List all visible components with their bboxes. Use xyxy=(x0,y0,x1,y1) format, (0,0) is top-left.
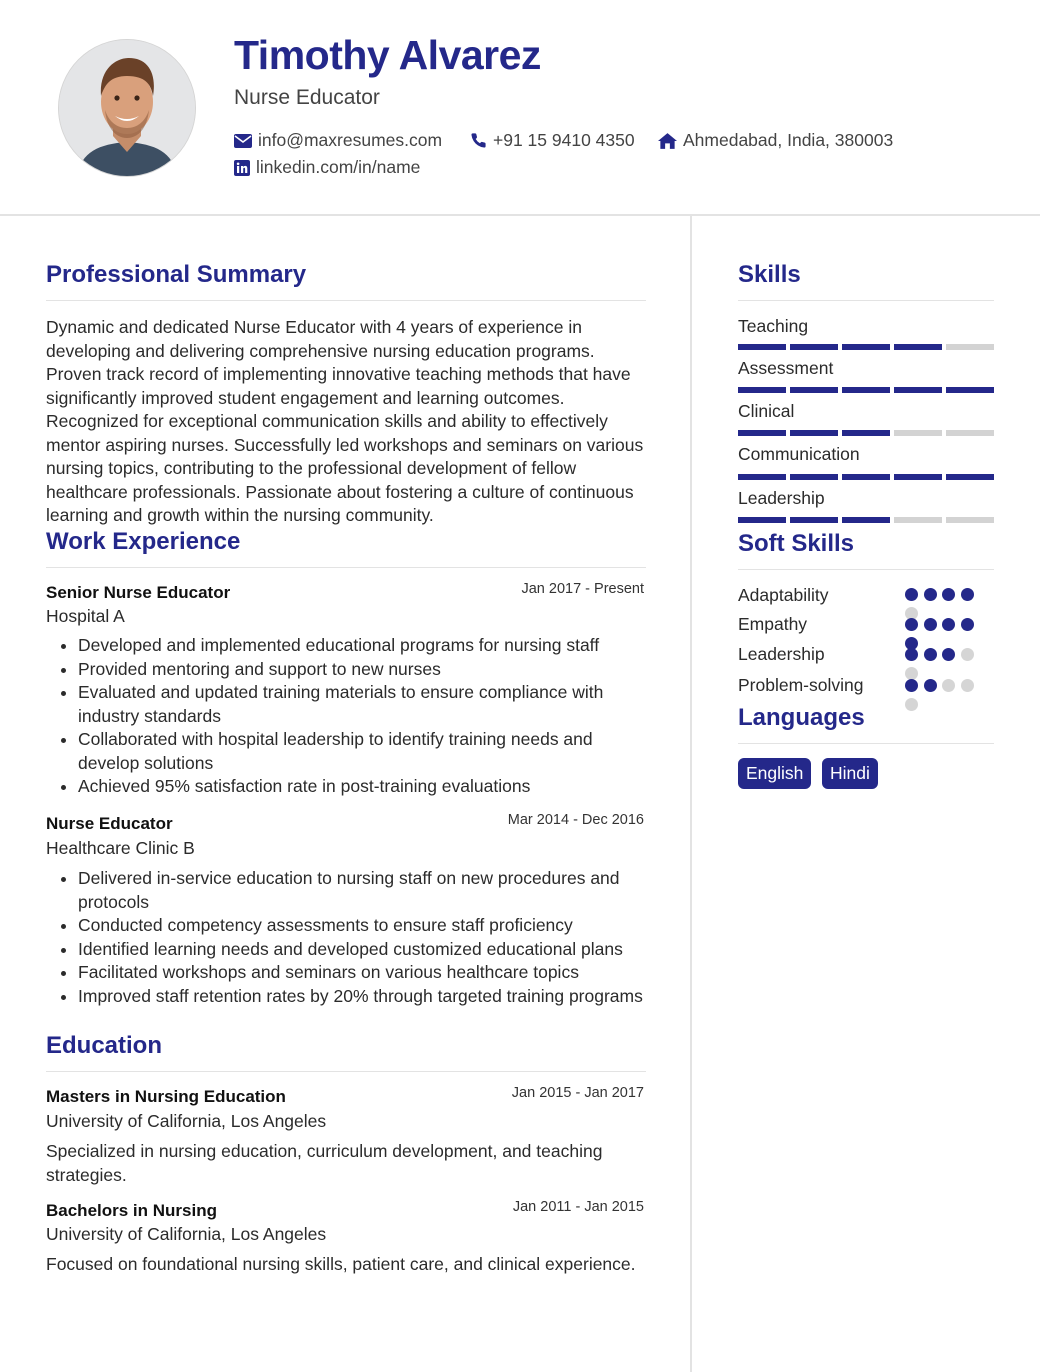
skill-bar xyxy=(738,387,994,393)
resume-header xyxy=(0,0,1040,216)
education-rule xyxy=(46,1071,646,1072)
linkedin-text: linkedin.com/in/name xyxy=(256,157,421,177)
rating-dot xyxy=(924,648,937,661)
rating-dot xyxy=(905,648,918,661)
list-item: • Improved staff retention rates by 20% through targeted training programs xyxy=(78,985,648,1009)
languages-rule xyxy=(738,743,994,744)
rating-dot xyxy=(924,618,937,631)
soft-skills-rule xyxy=(738,569,994,570)
rating-dot xyxy=(942,679,955,692)
soft-skill-label: Leadership xyxy=(738,644,825,664)
rating-dot xyxy=(905,618,918,631)
rating-dot xyxy=(961,588,974,601)
skill-segment xyxy=(738,430,786,436)
soft-skill-label: Problem-solving xyxy=(738,675,864,695)
degree-date: Jan 2015 - Jan 2017 xyxy=(511,1085,644,1101)
contact-email[interactable] xyxy=(234,130,442,151)
soft-skills-heading: Soft Skills xyxy=(738,530,855,557)
skill-segment xyxy=(738,517,786,523)
list-item: • Evaluated and updated training materials to ensure compliance with industry standards xyxy=(78,681,648,728)
rating-dot xyxy=(961,679,974,692)
summary-heading: Professional Summary xyxy=(46,261,307,288)
skill-segment xyxy=(894,474,942,480)
skill-segment xyxy=(790,474,838,480)
language-badge: Hindi xyxy=(822,758,878,789)
list-item: • Achieved 95% satisfaction rate in post-training evaluations xyxy=(78,775,648,799)
profile-photo-icon xyxy=(59,40,195,176)
rating-dot xyxy=(924,588,937,601)
rating-dot xyxy=(905,698,918,711)
email-text: info@maxresumes.com xyxy=(258,130,443,150)
skill-segment xyxy=(946,430,994,436)
job-organization: Healthcare Clinic B xyxy=(46,838,195,858)
soft-skill-label: Empathy xyxy=(738,614,808,634)
skill-segment xyxy=(790,344,838,350)
school-name: University of California, Los Angeles xyxy=(46,1224,327,1244)
list-item: • Provided mentoring and support to new nurses xyxy=(78,658,648,682)
skill-segment xyxy=(738,387,786,393)
language-badge: English xyxy=(738,758,811,789)
skill-label: Leadership xyxy=(738,488,825,508)
contact-location xyxy=(658,130,893,151)
rating-dot xyxy=(942,648,955,661)
linkedin-icon xyxy=(234,160,250,176)
skills-heading: Skills xyxy=(738,261,801,288)
skill-label: Assessment xyxy=(738,358,834,378)
candidate-title: Nurse Educator xyxy=(234,86,380,109)
degree-date: Jan 2011 - Jan 2015 xyxy=(512,1199,644,1215)
job-title: Nurse Educator xyxy=(46,814,173,833)
skill-segment xyxy=(738,474,786,480)
home-icon xyxy=(658,133,677,149)
rating-dot xyxy=(961,618,974,631)
skill-segment xyxy=(842,387,890,393)
summary-text: Dynamic and dedicated Nurse Educator with 4 years of experience in developing and delivering comprehensive nursing education programs. Proven track record of implementing innovative teaching methods that have significantly improved student engagement and learning outcomes. Recognized for exceptional communication skills and ability to effectively mentor aspiring nurses. Successfully led workshops and seminars on various nursing topics, contributing to the professional development of fellow healthcare professionals. Passionate about fostering a culture of continuous learning and growth within the nursing community. xyxy=(46,317,644,525)
skill-segment xyxy=(946,517,994,523)
job-date: Mar 2014 - Dec 2016 xyxy=(507,812,644,828)
location-text: Ahmedabad, India, 380003 xyxy=(683,130,894,150)
degree-description: Specialized in nursing education, curriculum development, and teaching strategies. xyxy=(46,1141,603,1185)
soft-skill-rating xyxy=(905,679,985,711)
rating-dot xyxy=(942,618,955,631)
skill-segment xyxy=(738,344,786,350)
soft-skill-label: Adaptability xyxy=(738,585,829,605)
languages-heading: Languages xyxy=(738,704,865,731)
contact-phone[interactable] xyxy=(470,130,635,151)
job-bullets xyxy=(46,634,648,799)
skill-segment xyxy=(894,387,942,393)
skill-segment xyxy=(946,344,994,350)
job-organization: Hospital A xyxy=(46,606,125,626)
list-item: • Delivered in-service education to nursing staff on new procedures and protocols xyxy=(78,867,648,914)
phone-icon xyxy=(470,132,487,149)
skill-segment xyxy=(894,344,942,350)
envelope-icon xyxy=(234,134,252,148)
list-item: • Facilitated workshops and seminars on various healthcare topics xyxy=(78,961,648,985)
avatar xyxy=(58,39,196,177)
job-bullets xyxy=(46,867,648,1008)
experience-rule xyxy=(46,567,646,568)
skill-segment xyxy=(946,474,994,480)
skill-segment xyxy=(842,344,890,350)
soft-skill-rating xyxy=(905,648,985,680)
experience-heading: Work Experience xyxy=(46,528,241,555)
degree-description: Focused on foundational nursing skills, patient care, and clinical experience. xyxy=(46,1254,636,1274)
contact-linkedin[interactable] xyxy=(234,157,420,178)
candidate-name: Timothy Alvarez xyxy=(234,32,541,78)
summary-rule xyxy=(46,300,646,301)
rating-dot xyxy=(961,648,974,661)
phone-text: +91 15 9410 4350 xyxy=(493,130,635,150)
skill-segment xyxy=(894,517,942,523)
degree-title: Bachelors in Nursing xyxy=(46,1201,217,1220)
rating-dot xyxy=(942,588,955,601)
education-heading: Education xyxy=(46,1032,163,1059)
rating-dot xyxy=(924,679,937,692)
list-item: • Conducted competency assessments to ensure staff proficiency xyxy=(78,914,648,938)
skill-segment xyxy=(894,430,942,436)
column-divider xyxy=(690,216,692,1372)
skill-segment xyxy=(790,517,838,523)
skill-segment xyxy=(842,517,890,523)
skill-segment xyxy=(790,387,838,393)
skill-segment xyxy=(842,474,890,480)
skill-segment xyxy=(842,430,890,436)
skill-bar xyxy=(738,517,994,523)
job-date: Jan 2017 - Present xyxy=(521,581,644,597)
skill-segment xyxy=(946,387,994,393)
soft-skill-rating xyxy=(905,618,985,650)
rating-dot xyxy=(905,588,918,601)
skill-bar xyxy=(738,430,994,436)
skill-label: Teaching xyxy=(738,316,809,336)
skill-bar xyxy=(738,474,994,480)
list-item: • Identified learning needs and developed customized educational plans xyxy=(78,938,648,962)
skills-rule xyxy=(738,300,994,301)
rating-dot xyxy=(905,679,918,692)
skill-bar xyxy=(738,344,994,350)
school-name: University of California, Los Angeles xyxy=(46,1111,327,1131)
list-item: • Developed and implemented educational programs for nursing staff xyxy=(78,634,648,658)
job-title: Senior Nurse Educator xyxy=(46,583,231,602)
degree-title: Masters in Nursing Education xyxy=(46,1087,286,1106)
skill-segment xyxy=(790,430,838,436)
list-item: • Collaborated with hospital leadership to identify training needs and develop solutions xyxy=(78,728,648,775)
skill-label: Clinical xyxy=(738,401,795,421)
skill-label: Communication xyxy=(738,444,860,464)
soft-skill-rating xyxy=(905,588,985,620)
